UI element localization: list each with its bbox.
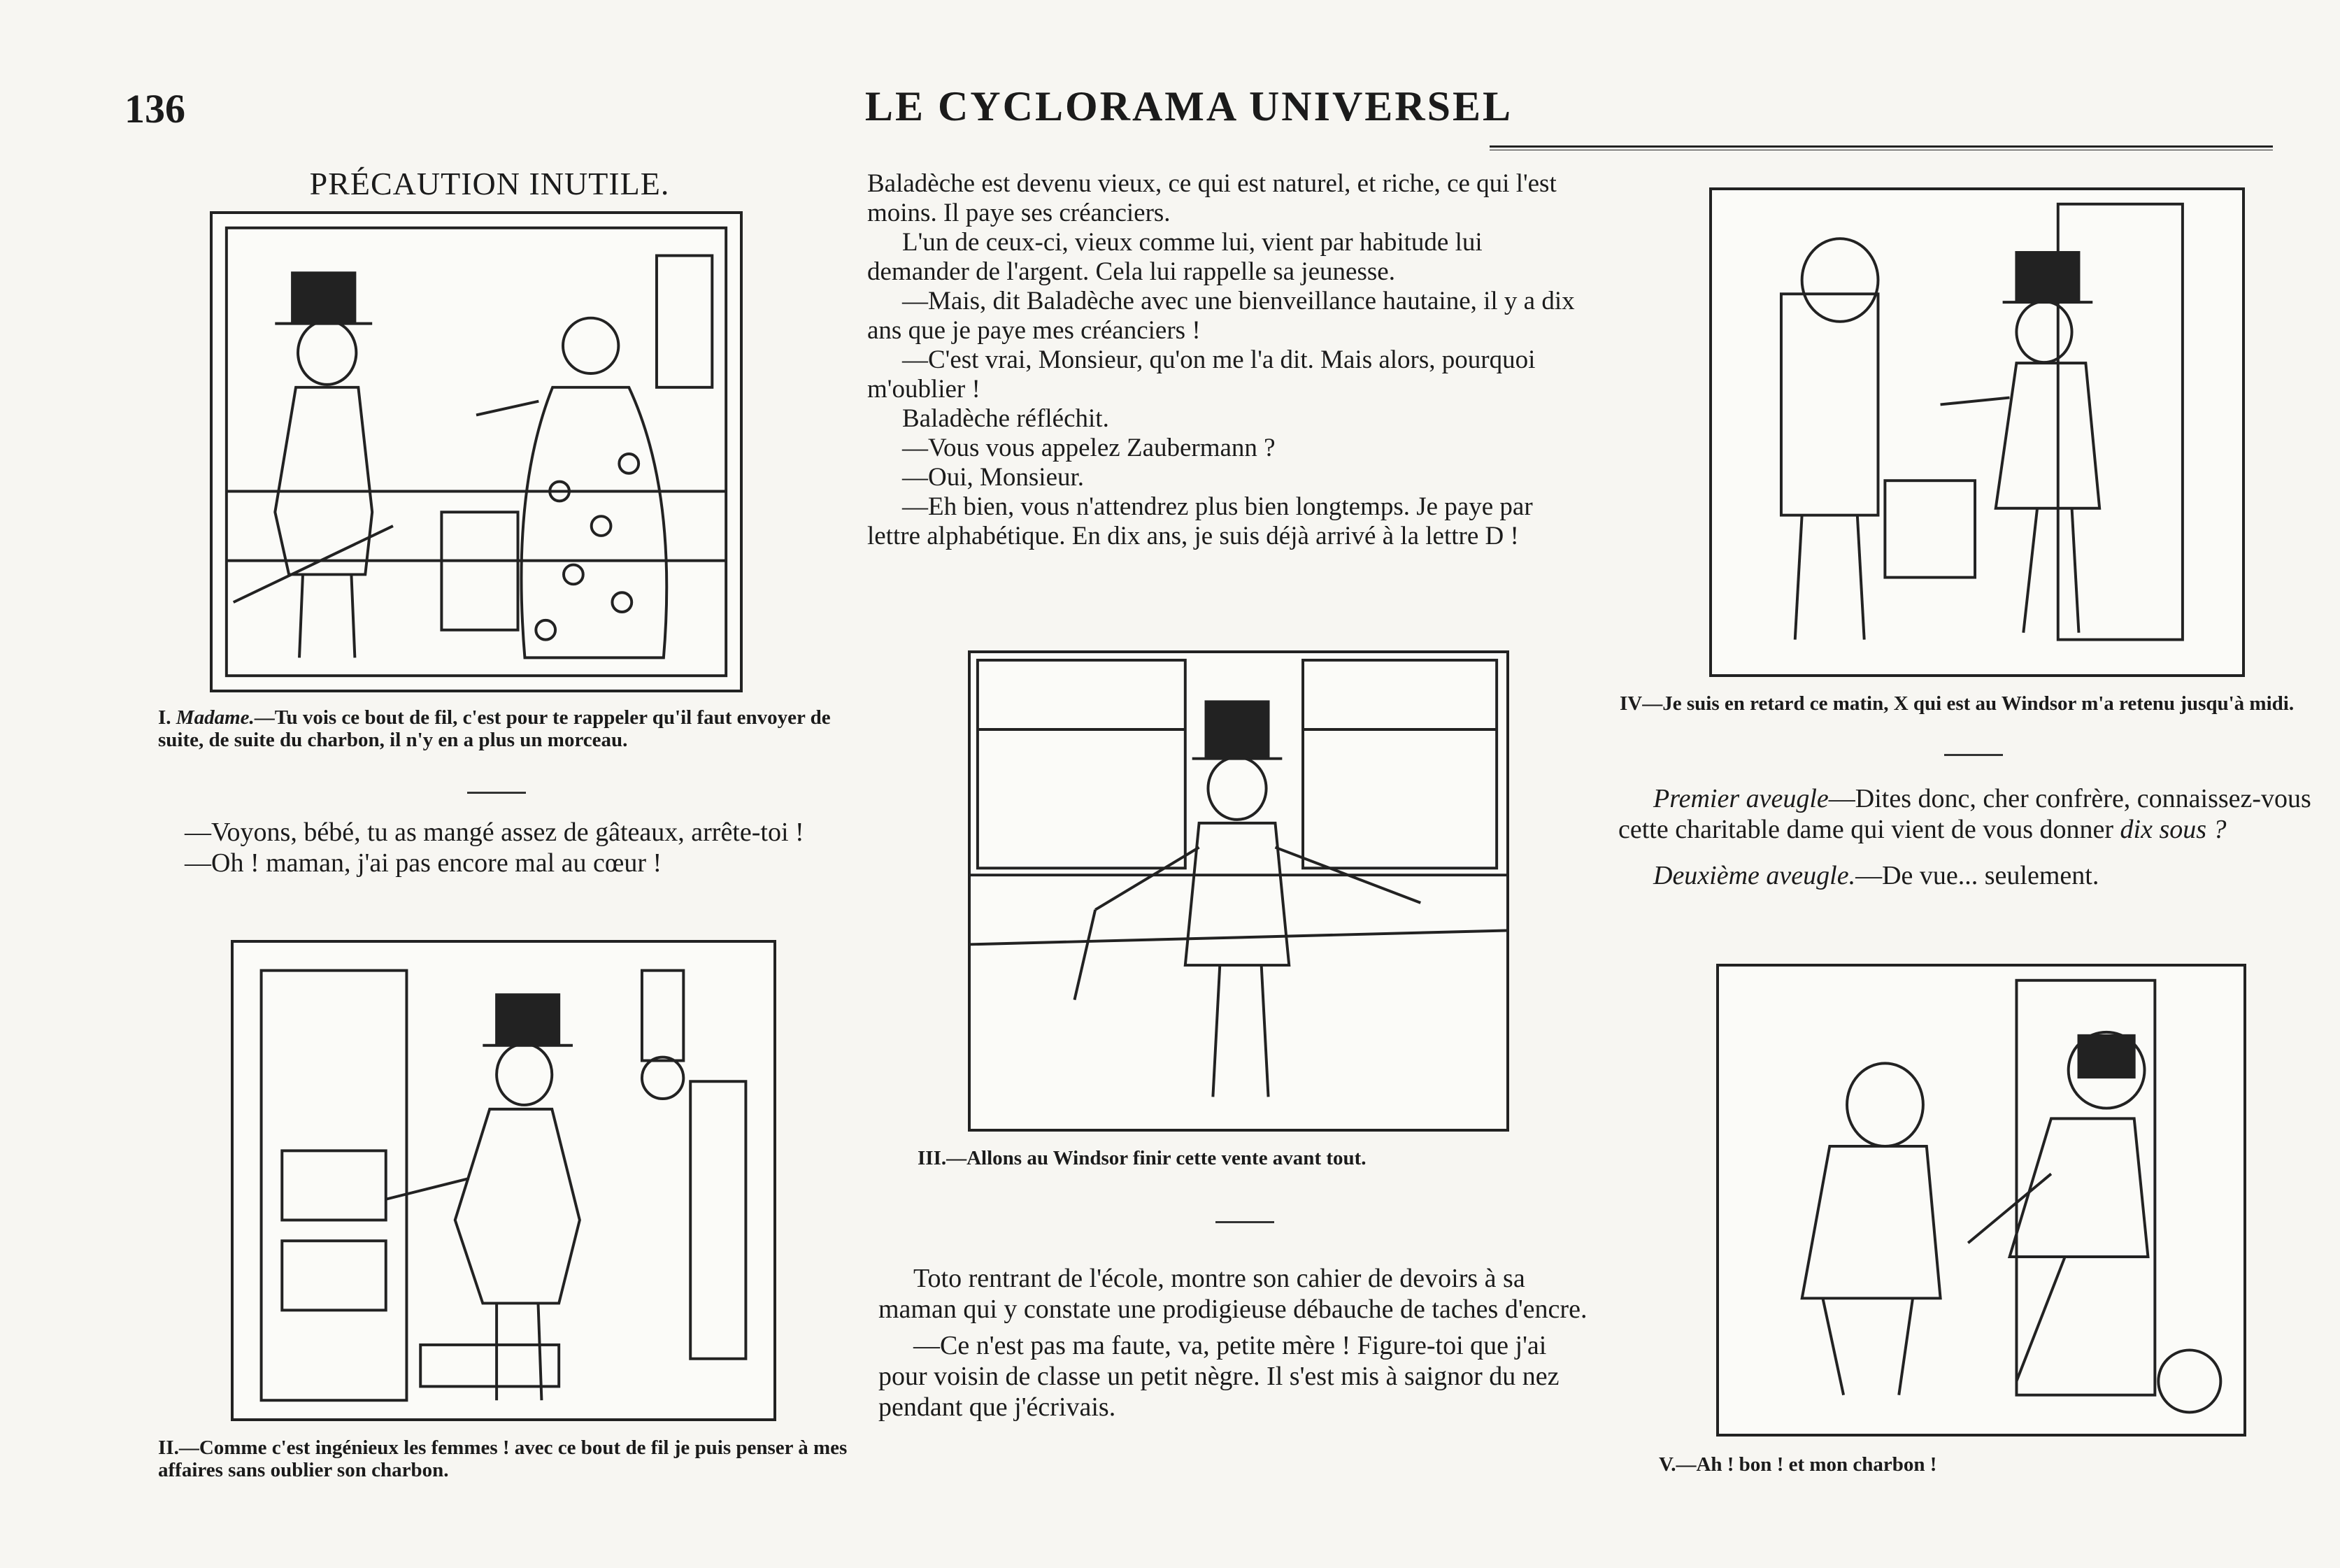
illustration-panel-2 [231, 940, 776, 1421]
illustration-street-scene [971, 653, 1506, 1129]
running-head: LE CYCLORAMA UNIVERSEL [864, 83, 1513, 129]
caption-4: IV—Je suis en retard ce matin, X qui est au Windsor m'a retenu jusqu'à midi. [1620, 692, 2295, 715]
separator-left-1 [467, 792, 526, 794]
header-rule [1490, 145, 2273, 150]
illustration-coal-delivery [1719, 967, 2243, 1434]
caption-3: III.—Allons au Windsor finir cette vente avant tout. [918, 1147, 1367, 1169]
story-title: PRÉCAUTION INUTILE. [309, 166, 670, 201]
joke-aveugles: Premier aveugle—Dites donc, cher confrère, connaissez-vous cette charitable dame qui vient de vous donner dix sous ? Deuxième aveugle.—De vue... seulement. [1618, 784, 2311, 890]
caption-5: V.—Ah ! bon ! et mon charbon ! [1659, 1453, 1937, 1476]
illustration-creditor-scene [1712, 190, 2242, 674]
story-toto: Toto rentrant de l'école, montre son cahier de devoirs à sa maman qui y constate une prodigieuse débauche de taches d'encre. —Ce n'est pas ma faute, va, petite mère ! Figure-toi que j'ai pour voisin de classe un petit nègre. Il s'est mis à saignor du nez pendant que j'écrivais. [878, 1264, 1588, 1422]
separator-middle [1215, 1221, 1274, 1223]
caption-2: II.—Comme c'est ingénieux les femmes ! avec ce bout de fil je puis penser à mes affaires sans oublier son charbon. [158, 1437, 848, 1481]
illustration-man-at-door [234, 943, 773, 1418]
illustration-panel-5 [1716, 964, 2246, 1437]
illustration-lady-and-gentleman [213, 214, 740, 690]
separator-right [1944, 754, 2003, 756]
illustration-panel-3 [968, 650, 1509, 1132]
illustration-panel-4 [1709, 187, 2245, 677]
story-baladeche: Baladèche est devenu vieux, ce qui est naturel, et riche, ce qui l'est moins. Il paye ses créanciers. L'un de ceux-ci, vieux comme lui, vient par habitude lui demander de l'argent. Cela lui rappelle sa jeunesse. —Mais, dit Baladèche avec une bienveillance hautaine, il y a dix ans que je paye mes créanciers ! —C'est vrai, Monsieur, qu'on me l'a dit. Mais alors, pourquoi m'oublier ! Baladèche réfléchit. —Vous vous appelez Zaubermann ? —Oui, Monsieur. —Eh bien, vous n'attendrez plus bien longtemps. Je paye par lettre alphabétique. En dix ans, je suis déjà arrivé à la lettre D ! [867, 169, 1575, 550]
joke-bebe: —Voyons, bébé, tu as mangé assez de gâteaux, arrête-toi ! —Oh ! maman, j'ai pas encore mal au cœur ! [185, 818, 804, 878]
illustration-panel-1 [210, 211, 743, 692]
caption-1: I. Madame.—Tu vois ce bout de fil, c'est pour te rappeler qu'il faut envoyer de suite, de suite du charbon, il n'y en a plus un morceau. [158, 706, 831, 751]
page-number: 136 [124, 86, 185, 131]
